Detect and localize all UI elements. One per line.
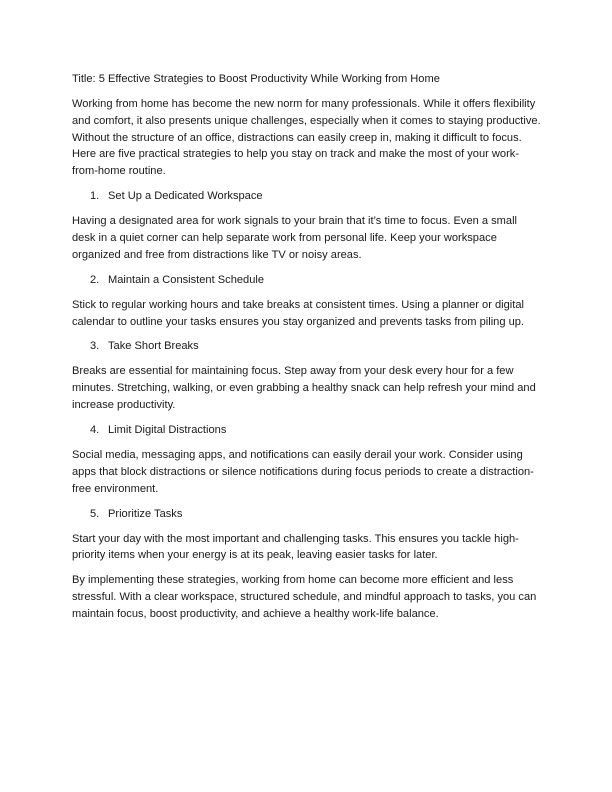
strategy-heading-text: Maintain a Consistent Schedule xyxy=(108,273,265,286)
strategy-body: Start your day with the most important and challenging tasks. This ensures you tackle high-priority items when your energy is at its peak, leaving easier tasks for later. xyxy=(72,532,519,562)
list-number: 3. xyxy=(90,340,100,353)
document-title: Title: 5 Effective Strategies to Boost Productivity While Working from Home xyxy=(72,73,440,85)
strategy-body: Having a designated area for work signals to your brain that it’s time to focus. Even a small desk in a quiet corner can help separate work from personal life. Keep your workspace organized and free from distractions like TV or noisy areas. xyxy=(72,215,518,261)
list-number: 2. xyxy=(90,273,100,286)
document-page xyxy=(72,71,542,631)
strategy-heading xyxy=(72,506,542,523)
strategy-heading xyxy=(72,272,542,289)
strategy-list xyxy=(72,188,542,564)
strategy-heading xyxy=(72,188,542,205)
strategy-body: Social media, messaging apps, and notifications can easily derail your work. Consider using apps that block distractions or silence notifications during focus periods to create a distraction-free environment. xyxy=(72,449,534,495)
strategy-heading-text: Take Short Breaks xyxy=(108,340,199,353)
list-number: 1. xyxy=(90,190,100,203)
strategy-body: Stick to regular working hours and take breaks at consistent times. Using a planner or digital calendar to outline your tasks ensures you stay organized and prevents tasks from piling up. xyxy=(72,298,525,328)
strategy-heading-text: Prioritize Tasks xyxy=(108,507,183,520)
intro-paragraph: Working from home has become the new norm for many professionals. While it offers flexibility and comfort, it also presents unique challenges, especially when it comes to staying productive. Without the structure of an office, distractions can easily creep in, making it difficult to focus. Here are five practical strategies to help you stay on track and make the most of your work-from-home routine. xyxy=(72,97,541,178)
strategy-heading xyxy=(72,422,542,439)
strategy-body: Breaks are essential for maintaining focus. Step away from your desk every hour for a few minutes. Stretching, walking, or even grabbing a healthy snack can help refresh your mind and increase productivity. xyxy=(72,365,536,412)
strategy-heading-text: Limit Digital Distractions xyxy=(108,424,227,437)
list-number: 5. xyxy=(90,507,100,520)
strategy-heading xyxy=(72,338,542,355)
list-number: 4. xyxy=(90,424,100,437)
strategy-heading-text: Set Up a Dedicated Workspace xyxy=(108,190,263,203)
conclusion-paragraph: By implementing these strategies, working from home can become more efficient and less stressful. With a clear workspace, structured schedule, and mindful approach to tasks, you can maintain focus, boost productivity, and achieve a healthy work-life balance. xyxy=(72,574,537,620)
